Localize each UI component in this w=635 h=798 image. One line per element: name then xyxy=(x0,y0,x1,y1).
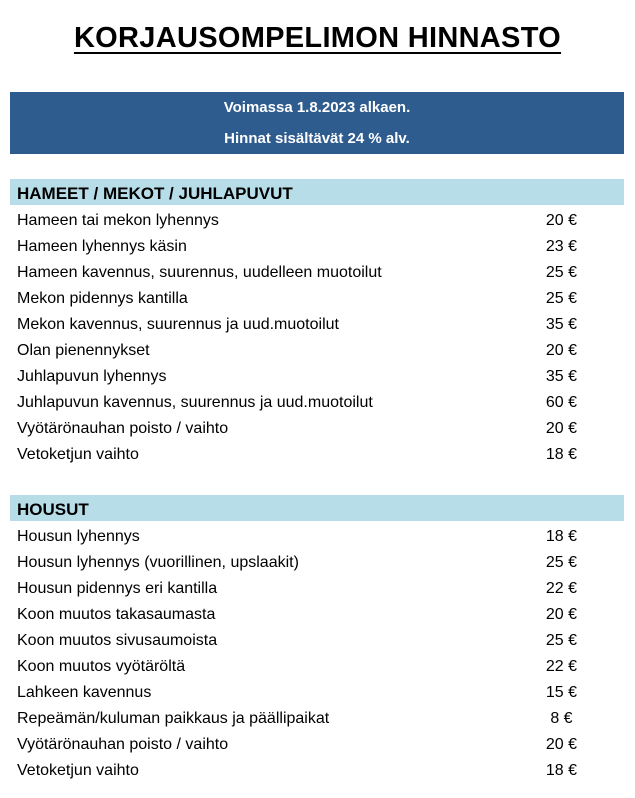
price-row xyxy=(17,602,577,628)
service-price: 22 € xyxy=(545,580,577,597)
service-price: 8 € xyxy=(550,710,577,727)
service-label: Repeämän/kuluman paikkaus ja päällipaikat xyxy=(17,710,330,727)
service-price: 35 € xyxy=(545,316,577,333)
service-label: Vetoketjun vaihto xyxy=(17,446,139,463)
service-label: Hameen lyhennys käsin xyxy=(17,238,187,255)
page-title xyxy=(0,16,635,60)
service-label: Housun lyhennys xyxy=(17,528,140,545)
price-row xyxy=(17,628,577,654)
service-label: Mekon kavennus, suurennus ja uud.muotoilut xyxy=(17,316,339,333)
service-price: 18 € xyxy=(545,528,577,545)
service-price: 18 € xyxy=(545,762,577,779)
price-row xyxy=(17,576,577,602)
validity-banner xyxy=(10,92,624,154)
service-label: Lahkeen kavennus xyxy=(17,684,152,701)
service-label: Hameen kavennus, suurennus, uudelleen muotoilut xyxy=(17,264,382,281)
section-header-housut: HOUSUT xyxy=(10,495,624,521)
service-label: Hameen tai mekon lyhennys xyxy=(17,212,219,229)
service-label: Koon muutos sivusaumoista xyxy=(17,632,218,649)
price-row xyxy=(17,286,577,312)
price-row xyxy=(17,338,577,364)
price-row xyxy=(17,390,577,416)
price-row xyxy=(17,416,577,442)
vat-note: Hinnat sisältävät 24 % alv. xyxy=(224,130,410,147)
service-label: Housun lyhennys (vuorillinen, upslaakit) xyxy=(17,554,299,571)
service-label: Olan pienennykset xyxy=(17,342,150,359)
price-row xyxy=(17,208,577,234)
service-price: 25 € xyxy=(545,290,577,307)
price-row xyxy=(17,234,577,260)
service-price: 25 € xyxy=(545,632,577,649)
service-price: 20 € xyxy=(545,606,577,623)
page-title-text: KORJAUSOMPELIMON HINNASTO xyxy=(73,22,562,54)
price-row xyxy=(17,680,577,706)
service-label: Mekon pidennys kantilla xyxy=(17,290,188,307)
service-label: Housun pidennys eri kantilla xyxy=(17,580,218,597)
service-price: 20 € xyxy=(545,212,577,229)
section-header-hameet: HAMEET / MEKOT / JUHLAPUVUT xyxy=(10,179,624,205)
service-price: 15 € xyxy=(545,684,577,701)
price-row xyxy=(17,550,577,576)
price-row xyxy=(17,706,577,732)
service-label: Juhlapuvun kavennus, suurennus ja uud.muotoilut xyxy=(17,394,373,411)
service-label: Vetoketjun vaihto xyxy=(17,762,139,779)
price-row xyxy=(17,260,577,286)
service-price: 25 € xyxy=(545,554,577,571)
price-row xyxy=(17,364,577,390)
price-row xyxy=(17,654,577,680)
service-label: Koon muutos takasaumasta xyxy=(17,606,216,623)
price-row xyxy=(17,524,577,550)
service-price: 20 € xyxy=(545,342,577,359)
service-price: 20 € xyxy=(545,736,577,753)
service-price: 20 € xyxy=(545,420,577,437)
service-price: 35 € xyxy=(545,368,577,385)
service-price: 18 € xyxy=(545,446,577,463)
service-label: Vyötärönauhan poisto / vaihto xyxy=(17,736,229,753)
service-price: 23 € xyxy=(545,238,577,255)
service-label: Juhlapuvun lyhennys xyxy=(17,368,167,385)
price-row xyxy=(17,732,577,758)
service-price: 22 € xyxy=(545,658,577,675)
price-row xyxy=(17,442,577,468)
price-row xyxy=(17,758,577,784)
service-price: 60 € xyxy=(545,394,577,411)
service-price: 25 € xyxy=(545,264,577,281)
price-row xyxy=(17,312,577,338)
service-label: Vyötärönauhan poisto / vaihto xyxy=(17,420,229,437)
validity-date: Voimassa 1.8.2023 alkaen. xyxy=(223,99,411,116)
service-label: Koon muutos vyötäröltä xyxy=(17,658,186,675)
